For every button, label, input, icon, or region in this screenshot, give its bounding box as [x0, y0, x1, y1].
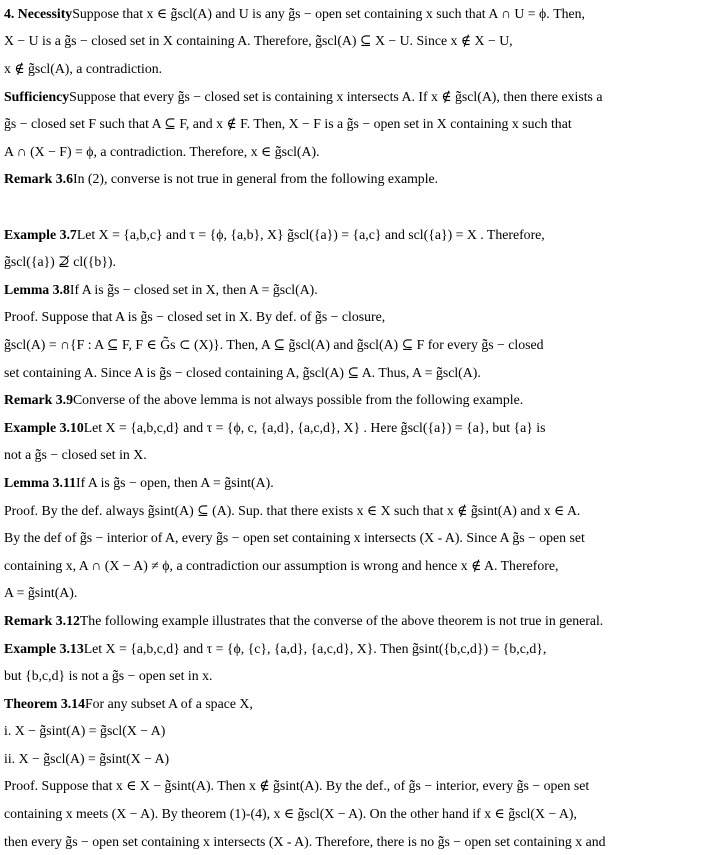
line-text: i. X − g̃̃sint(A) = g̃̃scl(X − A): [4, 723, 166, 739]
text-line: [4, 524, 719, 552]
text-line: [4, 717, 719, 745]
text-line: [4, 414, 719, 442]
line-text: Converse of the above lemma is not always possible from the following example.: [72, 392, 524, 408]
line-text: If A is g̃̃s − open, then A = g̃̃sint(A).: [76, 474, 274, 490]
text-line: [4, 662, 719, 690]
line-text: but {b,c,d} is not a g̃̃s − open set in x.: [4, 668, 213, 684]
text-line: [4, 579, 719, 607]
heading-remark-3-9: Remark 3.9: [4, 392, 73, 408]
text-line: [4, 55, 719, 83]
heading-remark-3-12: Remark 3.12: [4, 612, 80, 628]
heading-example-3-10: Example 3.10: [4, 419, 84, 435]
text-line: [4, 745, 719, 773]
text-line: [4, 248, 719, 276]
text-line: [4, 773, 719, 801]
line-text: The following example illustrates that the converse of the above theorem is not true in general.: [79, 612, 604, 628]
line-text: set containing A. Since A is g̃̃s − closed containing A, g̃̃scl(A) ⊆ A. Thus, A = g̃̃scl(A).: [4, 364, 481, 380]
text-line: [4, 552, 719, 580]
text-line: [4, 110, 719, 138]
heading-theorem-3-14: Theorem 3.14: [4, 695, 85, 711]
text-line: [4, 304, 719, 332]
line-text: Proof. Suppose that x ∈ X − g̃̃sint(A). Then x ∉ g̃̃sint(A). By the def., of g̃̃s − interior, every g̃̃s − open set: [4, 778, 590, 794]
heading-sufficiency: Sufficiency: [4, 88, 70, 104]
text-line: [4, 331, 719, 359]
line-text: By the def of g̃̃s − interior of A, every g̃̃s − open set containing x intersects (X - A). Since A g̃̃s − open set: [4, 530, 585, 546]
text-line: [4, 607, 719, 635]
line-text: Let X = {a,b,c} and τ = {ϕ, {a,b}, X} g̃̃scl({a}) = {a,c} and scl({a}) = X . Therefore,: [76, 226, 545, 242]
line-text: g̃̃s − closed set F such that A ⊆ F, and x ∉ F. Then, X − F is a g̃̃s − open set in X containing x such that: [4, 116, 572, 132]
heading-lemma-3-8: Lemma 3.8: [4, 281, 70, 297]
line-text: Proof. By the def. always g̃̃sint(A) ⊆ (A). Sup. that there exists x ∈ X such that x ∉ g̃̃sint(A) and x ∈ A.: [4, 502, 581, 518]
text-line: [4, 221, 719, 249]
line-text: X − U is a g̃̃s − closed set in X containing A. Therefore, g̃̃scl(A) ⊆ X − U. Since x ∉ X − U,: [4, 33, 513, 49]
blank-line: [4, 193, 719, 221]
text-line: [4, 497, 719, 525]
text-line: [4, 800, 719, 828]
line-text: Let X = {a,b,c,d} and τ = {ϕ, {c}, {a,d}, {a,c,d}, X}. Then g̃̃sint({b,c,d}) = {b,c,d},: [83, 640, 547, 656]
text-line: [4, 386, 719, 414]
text-line: [4, 0, 719, 28]
line-text: Suppose that every g̃̃s − closed set is containing x intersects A. If x ∉ g̃̃scl(A), then there exists a: [69, 88, 603, 104]
text-line: [4, 276, 719, 304]
line-text: g̃̃scl(A) = ∩{F : A ⊆ F, F ∈ G̃̃s ⊂ (X)}. Then, A ⊆ g̃̃scl(A) and g̃̃scl(A) ⊆ F for every g̃̃s − closed: [4, 336, 544, 352]
text-line: [4, 83, 719, 111]
line-text: If A is g̃̃s − closed set in X, then A = g̃̃scl(A).: [69, 281, 318, 297]
text-line: [4, 166, 719, 194]
line-text: not a g̃̃s − closed set in X.: [4, 447, 147, 463]
heading-example-3-7: Example 3.7: [4, 226, 77, 242]
line-text: x ∉ g̃̃scl(A), a contradiction.: [4, 61, 163, 77]
text-line: [4, 690, 719, 718]
text-line: [4, 359, 719, 387]
line-text: Proof. Suppose that A is g̃̃s − closed set in X. By def. of g̃̃s − closure,: [4, 309, 386, 325]
line-text: then every g̃̃s − open set containing x intersects (X - A). Therefore, there is no g̃̃s − open set containing x and: [4, 833, 606, 849]
line-text: For any subset A of a space X,: [84, 695, 253, 711]
heading-necessity: 4. Necessity: [4, 5, 73, 21]
line-text: containing x meets (X − A). By theorem (1)-(4), x ∈ g̃̃scl(X − A). On the other hand if x ∈ g̃̃scl(X − A),: [4, 806, 577, 822]
text-line: [4, 469, 719, 497]
line-text: Suppose that x ∈ g̃̃scl(A) and U is any g̃̃s − open set containing x such that A ∩ U = ϕ. Then,: [72, 5, 585, 21]
heading-remark-3-6: Remark 3.6: [4, 171, 73, 187]
line-text: A ∩ (X − F) = ϕ, a contradiction. Therefore, x ∈ g̃̃scl(A).: [4, 143, 320, 159]
text-line: [4, 28, 719, 56]
text-line: [4, 828, 719, 855]
line-text: Let X = {a,b,c,d} and τ = {ϕ, c, {a,d}, {a,c,d}, X} . Here g̃̃scl({a}) = {a}, but {a} is: [83, 419, 546, 435]
heading-example-3-13: Example 3.13: [4, 640, 84, 656]
line-text: A = g̃̃sint(A).: [4, 585, 78, 601]
line-text: g̃̃scl({a}) ⊉ cl({b}).: [4, 254, 116, 270]
line-text: containing x, A ∩ (X − A) ≠ ϕ, a contradiction our assumption is wrong and hence x ∉ A. Therefore,: [4, 557, 559, 573]
heading-lemma-3-11: Lemma 3.11: [4, 474, 77, 490]
line-text: ii. X − g̃̃scl(A) = g̃̃sint(X − A): [4, 750, 170, 766]
text-line: [4, 635, 719, 663]
line-text: In (2), converse is not true in general from the following example.: [72, 171, 439, 187]
text-line: [4, 138, 719, 166]
text-line: [4, 442, 719, 470]
